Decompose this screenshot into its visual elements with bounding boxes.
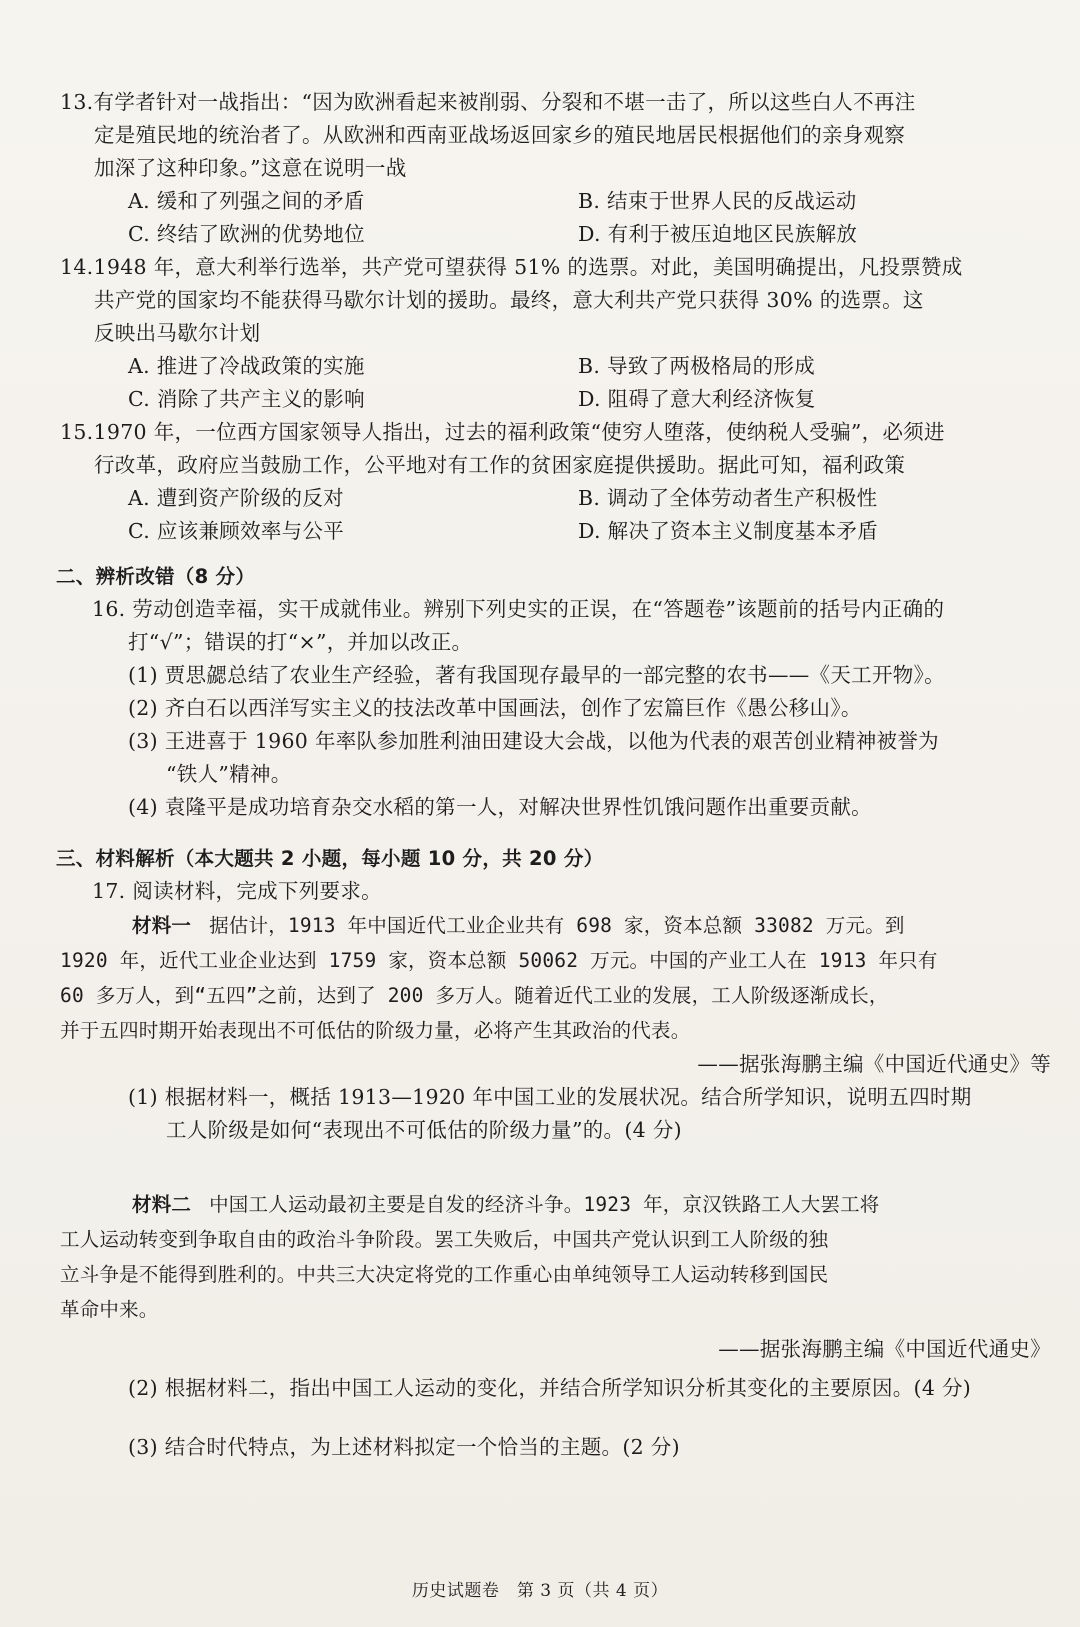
material-1-text-4: 并于五四时期开始表现出不可低估的阶级力量，必将产生其政治的代表。 [60,1019,691,1042]
option-d: D. 阻碍了意大利经济恢复 [578,387,816,411]
option-a: A. 缓和了列强之间的矛盾 [128,189,365,213]
question-14-options [60,350,1055,416]
question-16-item-2: (2) 齐白石以西洋写实主义的技法改革中国画法，创作了宏篇巨作《愚公移山》。 [128,696,862,720]
question-16-item-4: (4) 袁隆平是成功培育杂交水稻的第一人，对解决世界性饥饿问题作出重要贡献。 [128,795,872,819]
question-14-stem-3: 反映出马歇尔计划 [94,321,261,345]
section-3-title: 三、材料解析（本大题共 2 小题，每小题 10 分，共 20 分） [56,847,604,870]
option-b: B. 导致了两极格局的形成 [578,354,815,378]
material-2-text-4: 革命中来。 [60,1298,159,1321]
material-2-text-1: 中国工人运动最初主要是自发的经济斗争。1923 年，京汉铁路工人大罢工将 [209,1193,880,1216]
material-1-text-1: 据估计，1913 年中国近代工业企业共有 698 家，资本总额 33082 万元。到 [209,914,905,937]
material-1-source: ——据张海鹏主编《中国近代通史》等 [697,1052,1051,1076]
question-13-options [60,185,1055,251]
material-2-first-line [60,1187,1055,1222]
question-14-number: 14. [60,255,94,279]
question-14-line-1 [60,251,1055,284]
material-2 [60,1187,1055,1327]
material-2-text-2: 工人运动转变到争取自由的政治斗争阶段。罢工失败后，中国共产党认识到工人阶级的独 [60,1228,829,1251]
material-1-label: 材料一 [132,914,192,937]
material-2-label: 材料二 [132,1193,192,1216]
question-15-stem-1: 1970 年，一位西方国家领导人指出，过去的福利政策“使穷人堕落，使纳税人受骗”，必须进 [93,420,945,444]
option-c: C. 应该兼顾效率与公平 [128,519,345,543]
question-16-item-3: (3) 王进喜于 1960 年率队参加胜利油田建设大会战，以他为代表的艰苦创业精神被誉为 [128,729,939,753]
option-a: A. 推进了冷战政策的实施 [128,354,365,378]
answer-space-2 [60,1405,1055,1431]
option-b: B. 结束于世界人民的反战运动 [578,189,857,213]
page-footer: 历史试题卷 第 3 页（共 4 页） [411,1581,669,1601]
question-13 [60,86,1055,251]
material-1-first-line [60,908,1055,943]
section-2-title: 二、辨析改错（8 分） [56,565,256,588]
material-1-text-3: 60 多万人，到“五四”之前，达到了 200 多万人。随着近代工业的发展，工人阶级逐渐成长， [60,984,889,1007]
question-16-stem-1: 16. 劳动创造幸福，实干成就伟业。辨别下列史实的正误，在“答题卷”该题前的括号内正确的 [92,597,945,621]
option-d: D. 有利于被压迫地区民族解放 [578,222,858,246]
material-1 [60,908,1055,1048]
option-c: C. 消除了共产主义的影响 [128,387,365,411]
question-15-line-1 [60,416,1055,449]
question-14 [60,251,1055,416]
question-14-stem-1: 1948 年，意大利举行选举，共产党可望获得 51% 的选票。对此，美国明确提出，凡投票赞成 [93,255,963,279]
answer-space-1 [60,1147,1055,1187]
material-2-text-3: 立斗争是不能得到胜利的。中共三大决定将党的工作重心由单纯领导工人运动转移到国民 [60,1263,829,1286]
option-d: D. 解决了资本主义制度基本矛盾 [578,519,879,543]
material-1-text-2: 1920 年，近代工业企业达到 1759 家，资本总额 50062 万元。中国的产业工人在 1913 年只有 [60,949,938,972]
question-17-sub-1-line-1: (1) 根据材料一，概括 1913—1920 年中国工业的发展状况。结合所学知识，说明五四时期 [128,1085,972,1109]
question-16-item-1: (1) 贾思勰总结了农业生产经验，著有我国现存最早的一部完整的农书——《天工开物》。 [128,663,945,687]
question-14-stem-2: 共产党的国家均不能获得马歇尔计划的援助。最终，意大利共产党只获得 30% 的选票。这 [94,288,924,312]
option-c: C. 终结了欧洲的优势地位 [128,222,365,246]
material-2-source: ——据张海鹏主编《中国近代通史》 [718,1337,1051,1361]
question-15-number: 15. [60,420,94,444]
question-16 [60,593,1055,824]
question-17-sub-3: (3) 结合时代特点，为上述材料拟定一个恰当的主题。(2 分) [128,1435,680,1459]
question-15-options [60,482,1055,548]
question-15 [60,416,1055,548]
question-17-intro: 17. 阅读材料，完成下列要求。 [92,879,382,903]
question-13-stem-1: 有学者针对一战指出：“因为欧洲看起来被削弱、分裂和不堪一击了，所以这些白人不再注 [93,90,916,114]
option-b: B. 调动了全体劳动者生产积极性 [578,486,878,510]
question-16-item-3-cont: “铁人”精神。 [166,762,292,786]
question-13-stem-2: 定是殖民地的统治者了。从欧洲和西南亚战场返回家乡的殖民地居民根据他们的亲身观察 [94,123,906,147]
page-content [56,86,1055,1464]
question-17 [60,875,1055,1464]
option-a: A. 遭到资产阶级的反对 [128,486,344,510]
question-13-stem-3: 加深了这种印象。”这意在说明一战 [94,156,407,180]
question-17-sub-2: (2) 根据材料二，指出中国工人运动的变化，并结合所学知识分析其变化的主要原因。(4 分) [128,1376,972,1400]
question-15-stem-2: 行改革，政府应当鼓励工作，公平地对有工作的贫困家庭提供援助。据此可知，福利政策 [94,453,906,477]
question-13-line-1 [60,86,1055,119]
question-13-number: 13. [60,90,94,114]
question-17-sub-1-line-2: 工人阶级是如何“表现出不可低估的阶级力量”的。(4 分) [166,1118,682,1142]
question-16-stem-2: 打“√”；错误的打“×”，并加以改正。 [128,630,473,654]
